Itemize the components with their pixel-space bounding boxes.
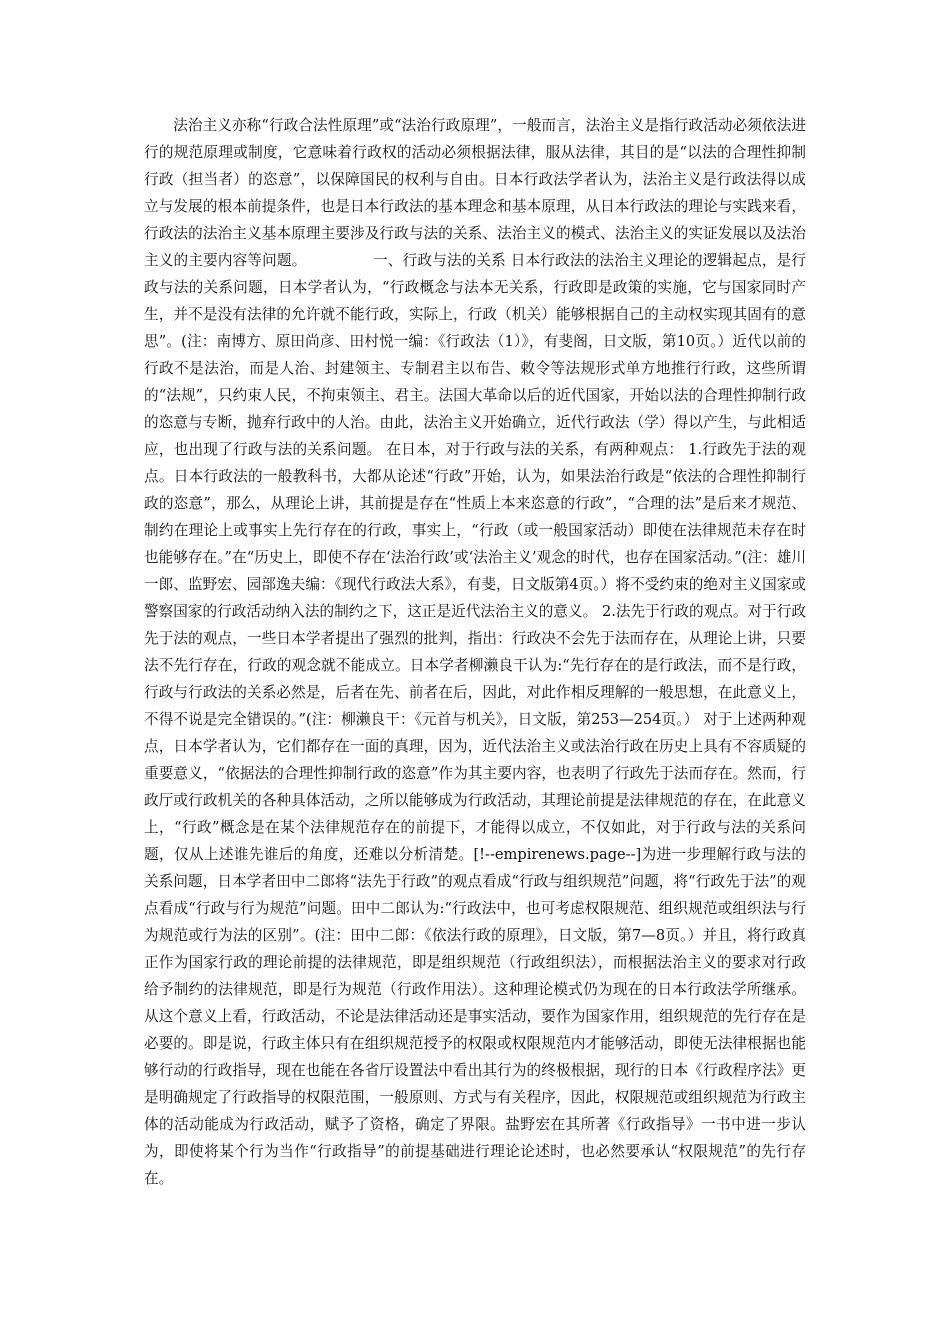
body-paragraph: 法治主义亦称“行政合法性原理”或“法治行政原理”，一般而言，法治主义是指行政活动必须依法进行的规范原理或制度，它意味着行政权的活动必须根据法律，服从法律，其目的是“以法的合理性抑制行政（担当者）的恣意”，以保障国民的权利与自由。日本行政法学者认为，法治主义是行政法得以成立与发展的根本前提条件，也是日本行政法的基本理念和基本原理，从日本行政法的理论与实践来看，行政法的法治主义基本原理主要涉及行政与法的关系、法治主义的模式、法治主义的实证发展以及法治主义的主要内容等问题。 一、行政与法的关系 日本行政法的法治主义理论的逻辑起点，是行政与法的关系问题，日本学者认为，“行政概念与法本无关系，行政即是政策的实施，它与国家同时产生，并不是没有法律的允许就不能行政，实际上，行政（机关）能够根据自己的主动权实现其固有的意思”。(注：南博方、原田尚彦、田村悦一编：《行政法（1）》，有斐阁，日文版，第10页。）近代以前的行政不是法治，而是人治、封建领主、专制君主以布告、敕令等法规形式单方地推行行政，这些所谓的“法规”，只约束人民，不拘束领主、君主。法国大革命以后的近代国家，开始以法的合理性抑制行政的恣意与专断，抛弃行政中的人治。由此，法治主义开始确立，近代行政法（学）得以产生，与此相适应，也出现了行政与法的关系问题。 在日本，对于行政与法的关系，有两种观点： 1.行政先于法的观点。日本行政法的一般教科书，大都从论述“行政”开始，认为，如果法治行政是“依法的合理性抑制行政的恣意”，那么，从理论上讲，其前提是存在“性质上本来恣意的行政”，“合理的法”是后来才规范、制约在理论上或事实上先行存在的行政，事实上，“行政（或一般国家活动）即使在法律规范未存在时也能够存在。”在“历史上，即使不存在‘法治行政’或‘法治主义’观念的时代，也存在国家活动。”(注：雄川一郎、监野宏、园部逸夫编：《现代行政法大系》，有斐，日文版第4页。）将不受约束的绝对主义国家或警察国家的行政活动纳入法的制约之下，这正是近代法治主义的意义。 2.法先于行政的观点。对于行政先于法的观点，一些日本学者提出了强烈的批判，指出：行政决不会先于法而存在，从理论上讲，只要法不先行存在，行政的观念就不能成立。日本学者柳濑良干认为:“先行存在的是行政法，而不是行政，行政与行政法的关系必然是，后者在先、前者在后，因此，对此作相反理解的一般思想，在此意义上，不得不说是完全错误的。”(注：柳濑良干：《元首与机关》，日文版，第253—254页。） 对于上述两种观点，日本学者认为，它们都存在一面的真理，因为，近代法治主义或法治行政在历史上具有不容质疑的重要意义，“依据法的合理性抑制行政的恣意”作为其主要内容，也表明了行政先于法而存在。然而，行政厅或行政机关的各种具体活动，之所以能够成为行政活动，其理论前提是法律规范的存在，在此意义上，“行政”概念是在某个法律规范存在的前提下，才能得以成立，不仅如此，对于行政与法的关系问题，仅从上述谁先谁后的角度，还难以分析清楚。[!--empirenews.page--]为进一步理解行政与法的关系问题，日本学者田中二郎将“法先于行政”的观点看成“行政与组织规范”问题，将“行政先于法”的观点看成“行政与行为规范”问题。田中二郎认为:“行政法中，也可考虑权限规范、组织规范或组织法与行为规范或行为法的区别”。(注：田中二郎：《依法行政的原理》，日文版，第7—8页。）并且，将行政真正作为国家行政的理论前提的法律规范，即是组织规范（行政组织法），而根据法治主义的要求对行政给予制约的法律规范，即是行为规范（行政作用法）。这种理论模式仍为现在的日本行政法学所继承。从这个意义上看，行政活动，不论是法律活动还是事实活动，要作为国家作用，组织规范的先行存在是必要的。即是说，行政主体只有在组织规范授予的权限或权限规范内才能够活动，即使无法律根据也能够行动的行政指导，现在也能在各省厅设置法中看出其行为的终极根据，现行的日本《行政程序法》更是明确规定了行政指导的权限范围，一般原则、方式与有关程序，因此，权限规范或组织规范为行政主体的活动能成为行政活动，赋予了资格，确定了界限。盐野宏在其所著《行政指导》一书中进一步认为，即使将某个行为当作“行政指导”的前提基础进行理论论述时，也必然要承认“权限规范”的先行存在。 [144, 117, 806, 1187]
document-page [144, 112, 806, 1192]
